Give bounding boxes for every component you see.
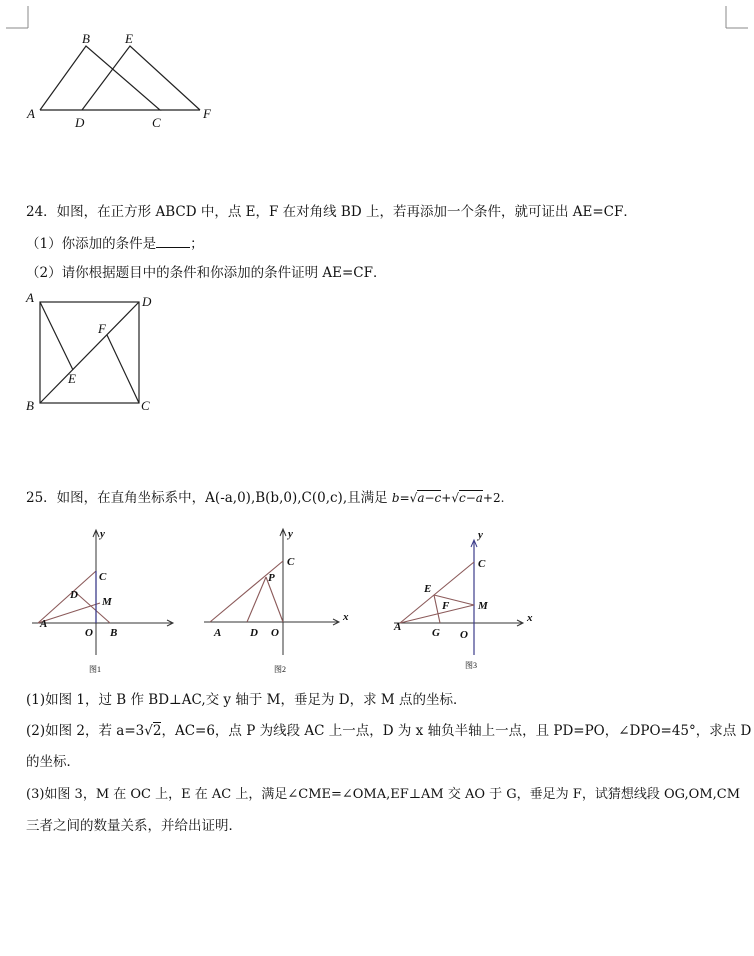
sq-label-F: F [98, 321, 106, 336]
fig3-label-F: F [442, 600, 450, 612]
q25-condition-formula: b=√a−c+√c−a+2. [391, 491, 505, 505]
fig2-label-O: O [271, 627, 279, 639]
sqrt-icon: √ [409, 491, 418, 505]
fig2-label-A: A [214, 627, 222, 639]
sqrt-icon: √ [144, 723, 153, 739]
sq-label-D: D [142, 294, 152, 309]
fig1-label-M: M [102, 596, 112, 608]
sq-label-C: C [141, 398, 150, 413]
label-D: D [75, 115, 85, 130]
q25-part1: (1)如图 1，过 B 作 BD⊥AC,交 y 轴于 M，垂足为 D，求 M 点的坐标． [26, 692, 467, 708]
label-C: C [152, 115, 161, 130]
fig3-label-O: O [460, 629, 468, 641]
part2-radicand: 2 [152, 723, 162, 739]
fig3-caption: 图3 [465, 661, 477, 670]
sqrt-icon: √ [451, 491, 459, 505]
q24-answer-blank[interactable] [156, 234, 190, 248]
fig3-label-G: G [432, 627, 440, 639]
q25-figure-2 [200, 525, 360, 680]
fig2-caption: 图2 [274, 665, 286, 674]
fig1-label-O: O [85, 627, 93, 639]
sq-label-A: A [26, 290, 34, 305]
label-F: F [203, 106, 211, 121]
q25-part3-cont: 三者之间的数量关系，并给出证明． [26, 818, 242, 834]
label-A: A [27, 106, 35, 121]
sq-label-B: B [26, 398, 34, 413]
q25-part2-cont: 的坐标． [26, 754, 80, 770]
top-triangles-figure [20, 28, 230, 138]
q24-stem: 24．如图，在正方形 ABCD 中，点 E，F 在对角线 BD 上，若再添加一个条件，就可证出 AE=CF． [26, 204, 637, 220]
label-B: B [82, 31, 90, 46]
fig2-label-D: D [250, 627, 258, 639]
fig1-label-D: D [70, 589, 78, 601]
fig2-label-C: C [287, 556, 295, 568]
fig1-label-C: C [99, 571, 107, 583]
fig1-caption: 图1 [89, 665, 101, 674]
fig3-label-C: C [478, 558, 486, 570]
fig2-label-x: x [343, 611, 349, 623]
radicand-1: a−c [417, 491, 442, 505]
q25-part3: (3)如图 3，M 在 OC 上，E 在 AC 上，满足∠CME=∠OMA,EF⊥AM 交 AO 于 G，垂足为 F，试猜想线段 OG,OM,CM [26, 787, 741, 802]
fig3-label-x: x [527, 612, 533, 624]
square-abcd-figure [20, 290, 165, 420]
q25-figure-1 [30, 525, 180, 680]
q25-stem [26, 489, 504, 507]
fig3-label-A: A [394, 621, 402, 633]
radicand-2: c−a [458, 491, 483, 505]
q25-stem-prefix: 25．如图，在直角坐标系中，A(-a,0),B(b,0),C(0,c),且满足 [26, 490, 388, 506]
fig1-label-B: B [110, 627, 118, 639]
fig2-label-y: y [288, 528, 293, 540]
q24-part1-suffix: ； [190, 236, 204, 252]
fig2-label-P: P [268, 572, 275, 584]
q24-part1 [26, 234, 204, 253]
fig3-label-y: y [478, 529, 483, 541]
fig1-label-A: A [40, 618, 48, 630]
q25-part2: (2)如图 2，若 a=3√2，AC=6，点 P 为线段 AC 上一点，D 为 x 轴负半轴上一点，且 PD=PO，∠DPO=45°，求点 D [26, 723, 752, 739]
fig1-label-y: y [100, 528, 105, 540]
label-E: E [125, 31, 133, 46]
fig3-label-E: E [424, 583, 432, 595]
crop-mark-right [714, 0, 754, 40]
sq-label-E: E [68, 371, 76, 386]
q24-part2: （2）请你根据题目中的条件和你添加的条件证明 AE=CF． [26, 265, 387, 281]
q25-figure-3 [390, 525, 550, 675]
fig3-label-M: M [478, 600, 488, 612]
q24-part1-prefix: （1）你添加的条件是 [26, 236, 157, 252]
